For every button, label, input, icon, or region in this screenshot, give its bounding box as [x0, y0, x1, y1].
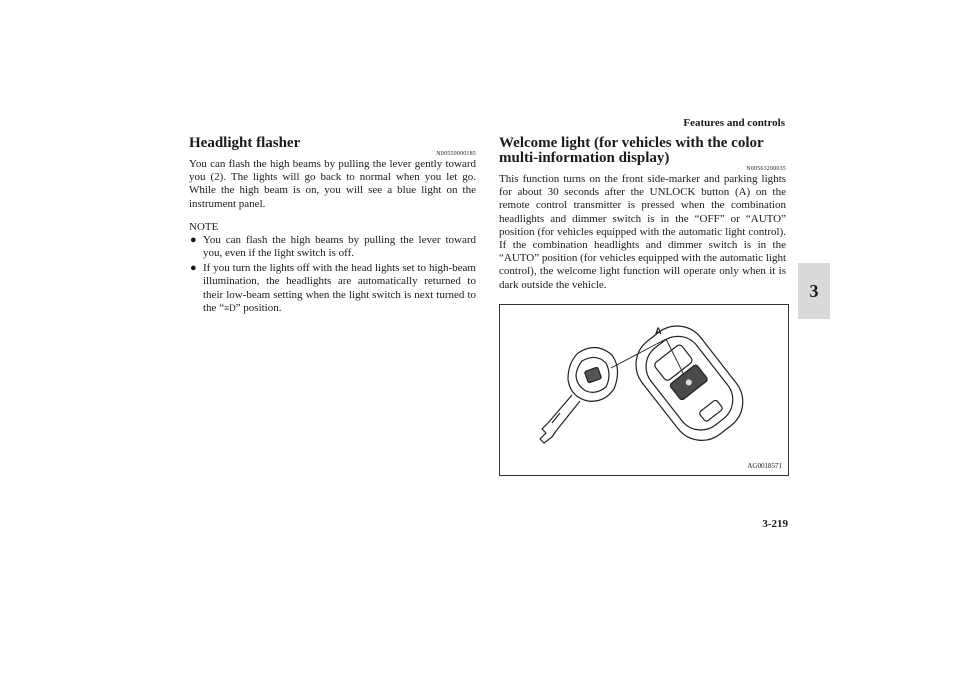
note-label: NOTE — [189, 220, 219, 233]
note-item — [189, 234, 476, 260]
document-code: N00550000185 — [436, 151, 476, 157]
note-text: You can flash the high beams by pulling the lever toward you, even if the light switch is off. — [203, 233, 476, 260]
key-illustration — [500, 305, 788, 475]
section-title: Headlight flasher — [189, 135, 301, 151]
bullet-icon: ● — [190, 233, 197, 246]
note-item — [189, 262, 476, 315]
key-button-icon — [584, 367, 601, 383]
section-title: Welcome light (for vehicles with the color multi-information display) — [499, 135, 764, 166]
callout-label: A — [655, 326, 662, 336]
chapter-tab: 3 — [798, 263, 830, 319]
welcome-light-section — [499, 136, 786, 292]
body-text: This function turns on the front side-marker and parking lights for about 30 seconds after the UNLOCK button (A) on the remote control transmitter is pressed when the combination headlights and dimmer switch is in the “OFF” or “AUTO” position (for vehicles equipped with the automatic light control). If the combination headlights and dimmer switch is in the “AUTO” position (for vehicles equipped with the automatic light control), the welcome light function will operate only when it is dark outside the vehicle. — [499, 173, 786, 291]
figure-code: AG0018571 — [747, 462, 782, 470]
headlight-symbol-icon: ≡D — [224, 302, 236, 313]
headlight-flasher-section — [189, 136, 476, 315]
document-code: N00563200035 — [746, 166, 786, 172]
page-number: 3-219 — [762, 518, 788, 530]
note-text-end: ” position. — [235, 301, 282, 314]
body-text: You can flash the high beams by pulling the lever gently toward you (2). The lights will go back to normal when you let go. While the high beam is on, you will see a blue light on the instrument panel. — [189, 158, 476, 210]
note-text: If you turn the lights off with the head lights set to high-beam illumination, the headlights are automatically returned to their low-beam setting when the light switch is next turned to the “ — [203, 262, 476, 314]
bullet-icon: ● — [190, 262, 197, 275]
key-fob-figure — [499, 304, 789, 476]
running-head: Features and controls — [683, 117, 785, 129]
